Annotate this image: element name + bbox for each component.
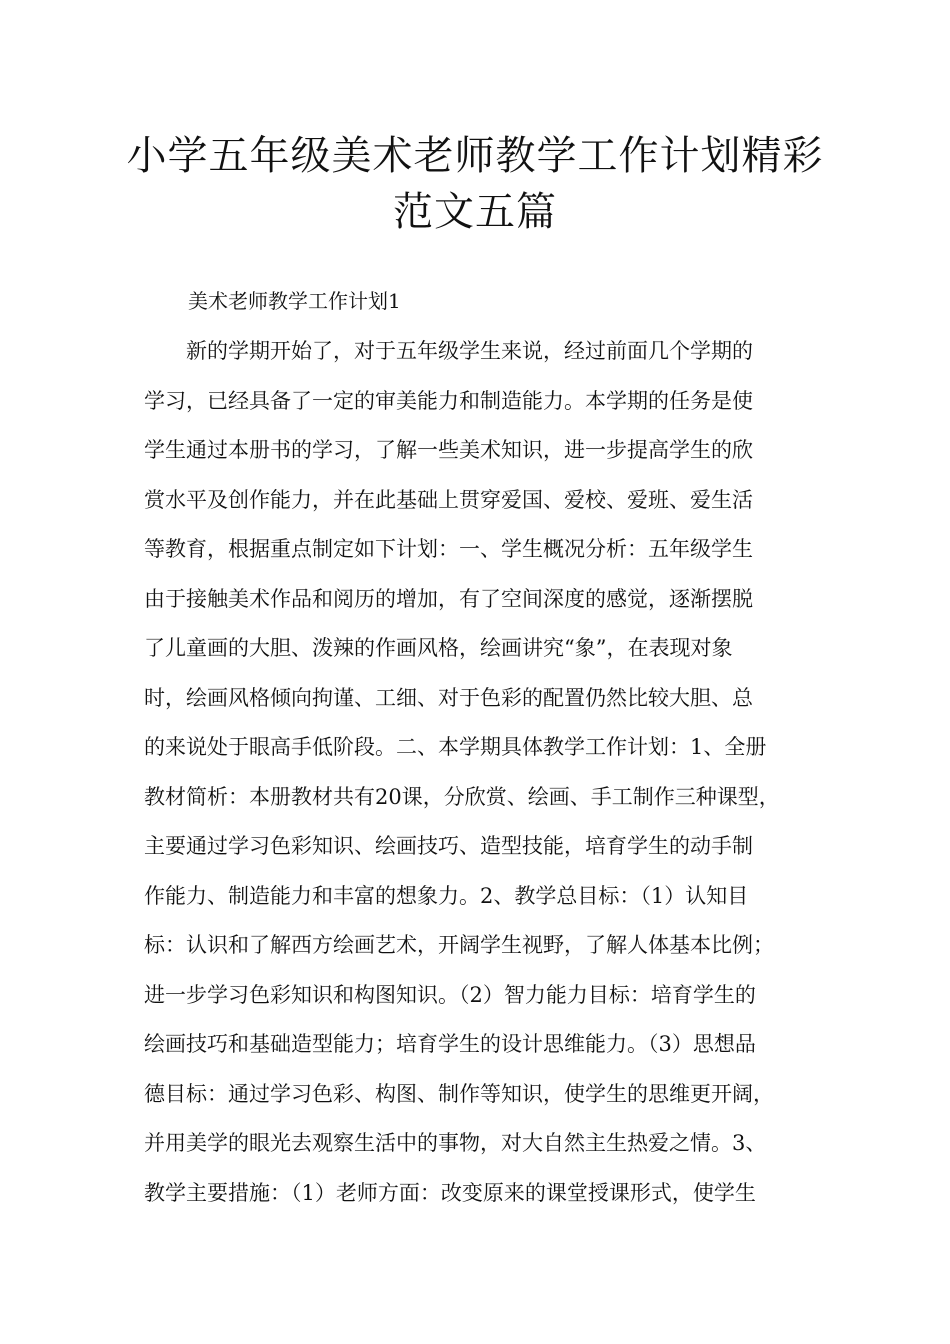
text-line: 德目标：通过学习色彩、构图、制作等知识，使学生的思维更开阔， [144,1081,774,1106]
text-line: 教材简析：本册教材共有20课，分欣赏、绘画、手工制作三种课型， [144,784,780,809]
text-line: 作能力、制造能力和丰富的想象力。2、教学总目标：（1）认知目 [144,883,749,908]
section-heading: 美术老师教学工作计划1 [188,289,401,313]
text-line: 赏水平及创作能力，并在此基础上贯穿爱国、爱校、爱班、爱生活 [144,487,753,512]
text-line: 主要通过学习色彩知识、绘画技巧、造型技能，培育学生的动手制 [144,834,753,858]
text-line: 学生通过本册书的学习，了解一些美术知识，进一步提高学生的欣 [144,438,753,462]
text-line: 新的学期开始了，对于五年级学生来说，经过前面几个学期的 [144,339,753,363]
text-line: 等教育，根据重点制定如下计划：一、学生概况分析：五年级学生 [144,537,753,561]
text-line: 由于接触美术作品和阅历的增加，有了空间深度的感觉，逐渐摆脱 [144,586,753,611]
text-line: 教学主要措施：（1）老师方面：改变原来的课堂授课形式，使学生 [144,1180,756,1205]
document-title [80,128,870,240]
title-line-2: 范文五篇 [393,189,557,235]
body-paragraph [144,336,824,1227]
text-line: 绘画技巧和基础造型能力；培育学生的设计思维能力。（3）思想品 [144,1032,756,1056]
text-line: 时，绘画风格倾向拘谨、工细、对于色彩的配置仍然比较大胆、总 [144,685,753,710]
title-line-1: 小学五年级美术老师教学工作计划精彩 [126,133,824,179]
text-line: 进一步学习色彩知识和构图知识。（2）智力能力目标：培育学生的 [144,982,756,1007]
text-line: 了儿童画的大胆、泼辣的作画风格，绘画讲究“象”，在表现对象 [144,636,733,660]
text-line: 并用美学的眼光去观察生活中的事物，对大自然主生热爱之情。3、 [144,1131,767,1155]
text-line: 学习，已经具备了一定的审美能力和制造能力。本学期的任务是使 [144,388,753,413]
text-line: 的来说处于眼高手低阶段。二、本学期具体教学工作计划：1、全册 [144,735,767,759]
text-line: 标：认识和了解西方绘画艺术，开阔学生视野，了解人体基本比例； [144,933,774,957]
